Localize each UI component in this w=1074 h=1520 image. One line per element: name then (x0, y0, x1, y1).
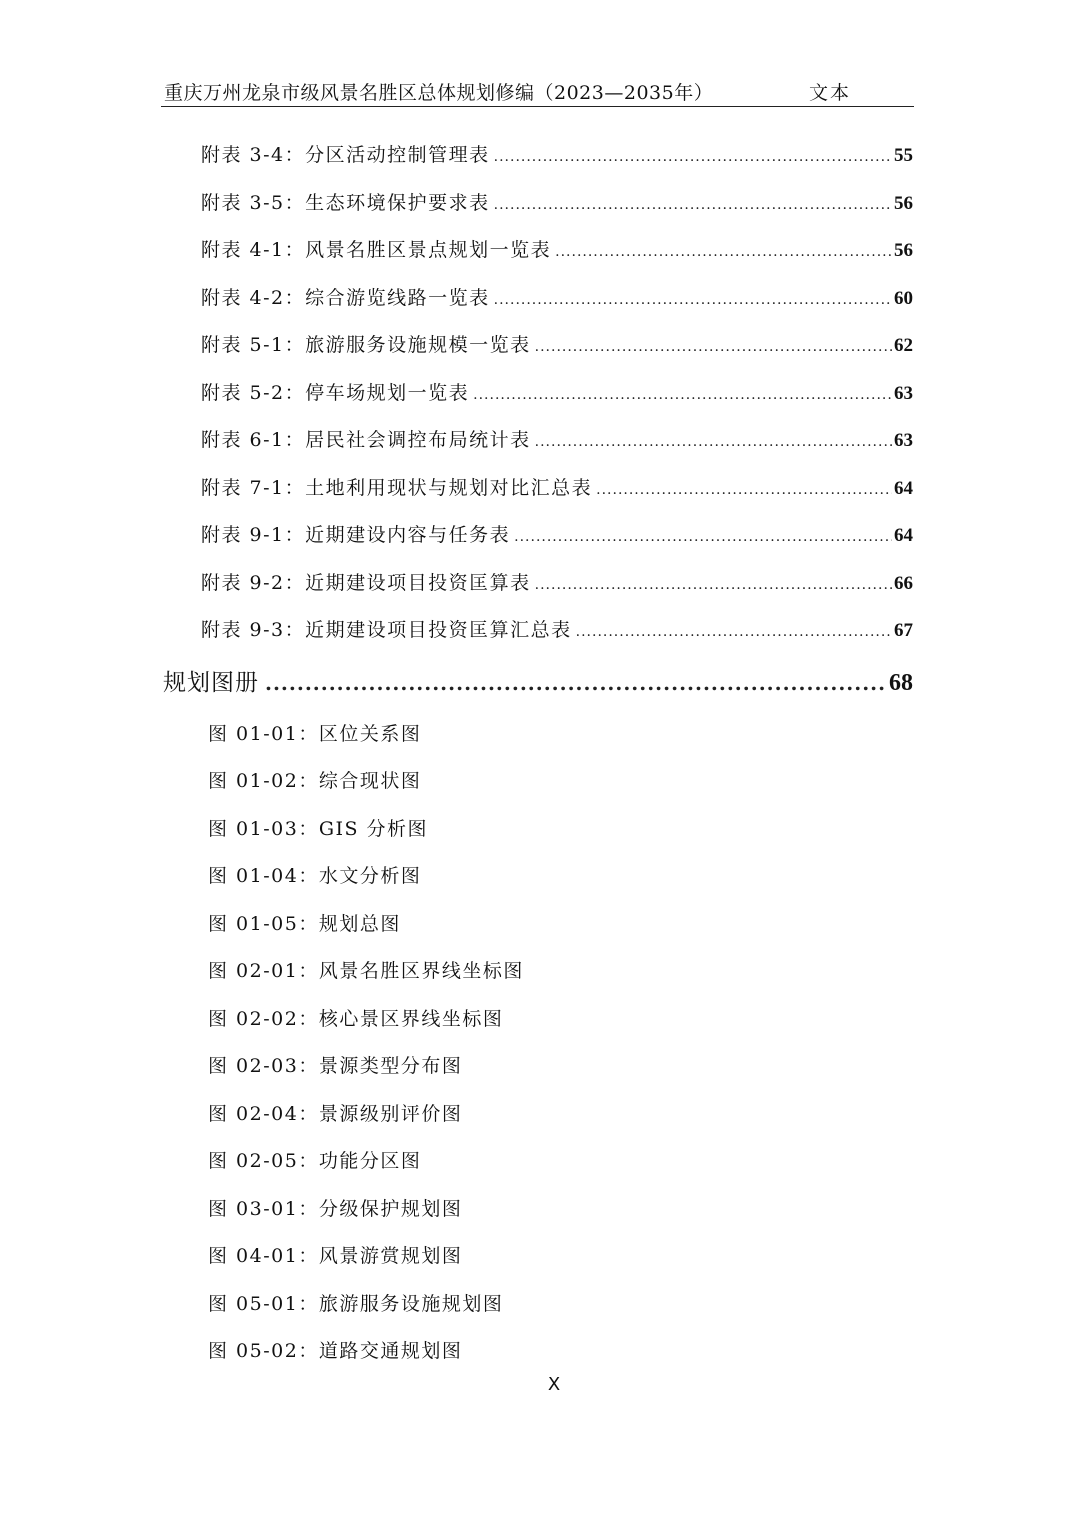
dot-leader (494, 149, 892, 165)
toc-entry-label: 附表 4-1：风景名胜区景点规划一览表 (201, 239, 552, 261)
dot-leader (494, 292, 892, 308)
figure-item[interactable]: 图 02-05：功能分区图 (208, 1150, 422, 1172)
toc-entry-label: 附表 7-1：土地利用现状与规划对比汇总表 (201, 477, 593, 499)
toc-entry[interactable] (201, 615, 913, 645)
toc-section-page: 68 (889, 670, 913, 696)
dot-leader (596, 482, 892, 498)
figure-item[interactable]: 图 04-01：风景游赏规划图 (208, 1245, 463, 1267)
figure-item[interactable]: 图 03-01：分级保护规划图 (208, 1198, 463, 1220)
toc-entry[interactable] (201, 473, 913, 503)
toc-entry-page: 62 (894, 335, 913, 356)
dot-leader (535, 339, 892, 355)
toc-entry-page: 55 (894, 145, 913, 166)
figure-item[interactable]: 图 02-03：景源类型分布图 (208, 1055, 463, 1077)
toc-entry-page: 60 (894, 288, 913, 309)
toc-entry-page: 66 (894, 573, 913, 594)
figure-item[interactable]: 图 01-05：规划总图 (208, 913, 401, 935)
toc-entry-label: 附表 3-5：生态环境保护要求表 (201, 192, 490, 214)
dot-leader (473, 387, 892, 403)
document-title: 重庆万州龙泉市级风景名胜区总体规划修编（2023—2035年） (164, 82, 714, 104)
toc-entry-page: 64 (894, 525, 913, 546)
toc-entry-page: 56 (894, 240, 913, 261)
figure-item[interactable]: 图 02-02：核心景区界线坐标图 (208, 1008, 504, 1030)
toc-entry-page: 67 (894, 620, 913, 641)
toc-entry[interactable] (201, 140, 913, 170)
toc-entry-label: 附表 4-2：综合游览线路一览表 (201, 287, 490, 309)
toc-entry[interactable] (201, 568, 913, 598)
toc-entry[interactable] (201, 188, 913, 218)
page-header (161, 78, 914, 107)
figure-item[interactable]: 图 02-01：风景名胜区界线坐标图 (208, 960, 524, 982)
toc-section-label: 规划图册 (163, 670, 259, 696)
dot-leader (576, 624, 892, 640)
toc-entry-page: 63 (894, 430, 913, 451)
dot-leader (555, 244, 892, 260)
toc-entry[interactable] (201, 235, 913, 265)
toc-entry-label: 附表 3-4：分区活动控制管理表 (201, 144, 490, 166)
toc-entry[interactable] (201, 425, 913, 455)
dot-leader (494, 197, 892, 213)
toc-entry-label: 附表 9-1：近期建设内容与任务表 (201, 524, 511, 546)
dot-leader (535, 577, 892, 593)
toc-entry-label: 附表 5-2：停车场规划一览表 (201, 382, 470, 404)
figure-item[interactable]: 图 01-03：GIS 分析图 (208, 818, 429, 840)
figure-item[interactable]: 图 05-01：旅游服务设施规划图 (208, 1293, 504, 1315)
toc-entry-page: 63 (894, 383, 913, 404)
figure-item[interactable]: 图 01-02：综合现状图 (208, 770, 422, 792)
figure-item[interactable]: 图 02-04：景源级别评价图 (208, 1103, 463, 1125)
toc-entry-label: 附表 9-2：近期建设项目投资匡算表 (201, 572, 531, 594)
toc-entry-page: 56 (894, 193, 913, 214)
figure-item[interactable]: 图 05-02：道路交通规划图 (208, 1340, 463, 1362)
dot-leader (265, 671, 887, 695)
toc-entry-label: 附表 6-1：居民社会调控布局统计表 (201, 429, 531, 451)
document-type-label: 文本 (809, 82, 852, 104)
toc-entry[interactable] (201, 330, 913, 360)
figure-item[interactable]: 图 01-04：水文分析图 (208, 865, 422, 887)
figure-item[interactable]: 图 01-01：区位关系图 (208, 723, 422, 745)
toc-entry[interactable] (201, 283, 913, 313)
toc-entry[interactable] (201, 520, 913, 550)
toc-entry-label: 附表 9-3：近期建设项目投资匡算汇总表 (201, 619, 572, 641)
toc-entry-page: 64 (894, 478, 913, 499)
toc-entry[interactable] (201, 378, 913, 408)
toc-section-heading[interactable] (163, 664, 913, 694)
dot-leader (514, 529, 892, 545)
toc-entry-label: 附表 5-1：旅游服务设施规模一览表 (201, 334, 531, 356)
dot-leader (535, 434, 892, 450)
page-number: X (547, 1374, 561, 1395)
